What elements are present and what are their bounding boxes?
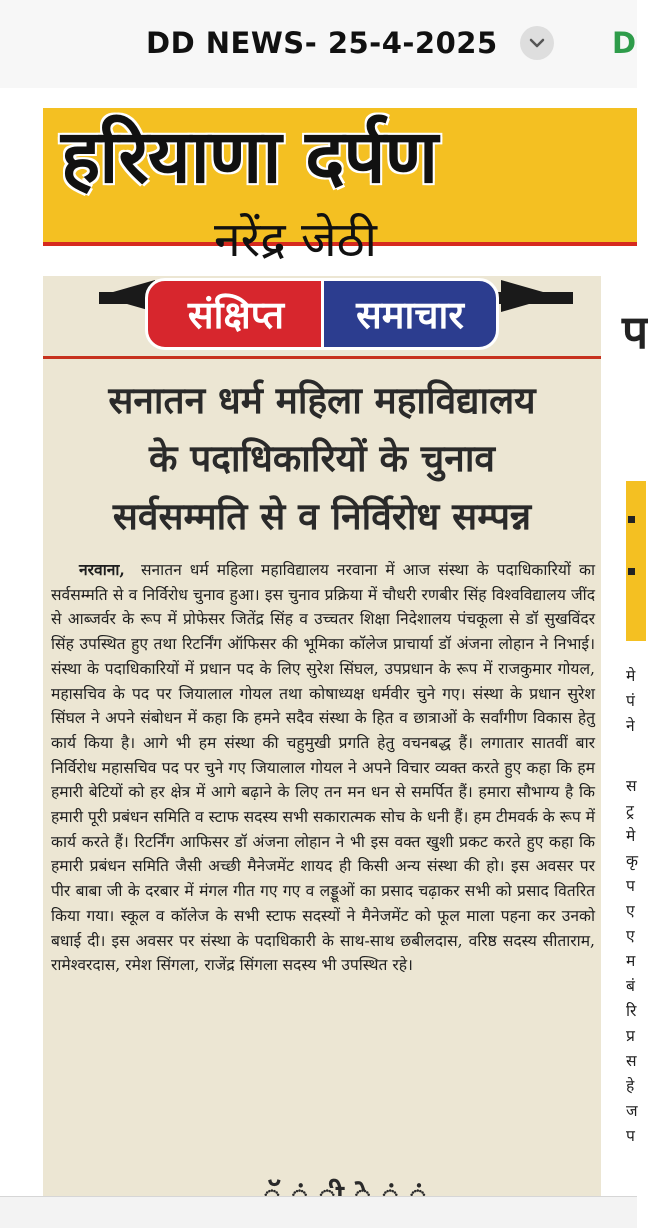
article-text: सनातन धर्म महिला महाविद्यालय नरवाना में आज संस्था के पदाधिकारियों का सर्वसम्मति से व निर्विरोध चुनाव हुआ। इस चुनाव प्रक्रिया में चौधरी रणबीर सिंह विश्वविद्यालय जींद से आब्जर्वर के रूप में प्रोफेसर जितेंद्र सिंह व उच्चतर शिक्षा निदेशालय पंचकूला से डॉ सुखविंदर सिंह उपस्थित हुए तथा रिटर्निंग ऑफिसर की भूमिका कॉलेज प्राचार्या डॉ अंजना लोहान ने निभाई। संस्था के पदाधिकारियों में प्रधान पद के लिए सुरेश सिंघल, उपप्रधान के रूप में राजकुमार गोयल, महासचिव के पद पर जियालाल गोयल तथा कोषाध्यक्ष धर्मवीर चुने गए। संस्था के प्रधान सुरेश सिंघल ने अपने संबोधन में कहा कि हमने सदैव संस्था के हित व छात्राओं के सर्वांगीण विकास हेतु कार्य किया है। आगे भी हम संस्था की चहुमुखी प्रगति हेतु वचनबद्ध हैं। लगातार सातवीं बार निर्विरोध महासचिव पद पर चुने गए जियालाल गोयल ने अपने विचार व्यक्त करते हुए कहा कि हम हमारी बेटियों को हर क्षेत्र में आगे बढ़ाने के लिए तन मन धन से समर्पित हैं। हमारा सौभाग्य है कि हमारी पूरी प्रबंधन समिति व स्टाफ सदस्य सभी सकारात्मक सोच के धनी हैं। हम टीमवर्क के रूप में कार्य करते हैं। रिटर्निंग आफिसर डॉ अंजना लोहान ने भी इस वक्त खुशी प्रकट करते हुए कहा कि हमारी प्रबंधन समिति जैसी अच्छी मैनेजमेंट शायद ही किसी अन्य संस्था की हो। इस अवसर पर पीर बाबा जी के दरबार में मंगल गीत गए गए व लड्डूओं का प्रसाद चढ़ाकर सभी को प्रसाद वितरित किया गया। स्कूल व कॉलेज के सभी स्टाफ सदस्यों ने मैनेजमेंट को फूल माला पहना कर उनको बधाई दी। इस अवसर पर संस्था के पदाधिकारी के साथ-साथ छबीलदास, वरिष्ठ सदस्य सीताराम, रामेश्वरदास, रमेश सिंगला, राजेंद्र सिंगला सदस्य भी उपस्थित रहे। [51,561,595,975]
adjacent-fragment: ट्र [626,802,634,820]
headline-line: सनातन धर्म महिला महाविद्यालय [108,379,536,422]
adjacent-fragment: प [626,877,635,895]
bullet-icon [628,568,635,575]
adjacent-fragment: बं [626,977,635,995]
viewer-title-bar [0,0,637,89]
adjacent-fragment: हे [626,1077,635,1095]
adjacent-fragment: कृ [626,852,638,870]
bottom-toolbar-edge [0,1196,637,1228]
adjacent-headline-glyph: प [622,305,648,359]
ribbon-right [501,280,557,312]
adjacent-fragment: मे [626,667,636,685]
adjacent-column [604,276,648,1196]
adjacent-fragment: ए [626,902,635,920]
newspaper-clipping [0,88,648,1196]
article-dateline: नरवाना, [79,560,125,579]
adjacent-fragment: म [626,952,636,970]
next-headline-cutoff [263,1180,563,1196]
chevron-down-icon [529,36,545,50]
section-label-right: समाचार [321,278,499,350]
headline-line: सर्वसम्मति से व निर्विरोध सम्पन्न [112,495,532,538]
adjacent-fragment: रि [626,1002,637,1020]
adjacent-fragment: ने [626,717,635,735]
document-title[interactable]: DD NEWS- 25-4-2025 [146,26,498,60]
masthead-name: हरियाणा दर्पण [61,114,438,200]
title-menu-button[interactable] [520,26,554,60]
done-button-partial[interactable]: D [612,26,637,60]
headline-line: के पदाधिकारियों के चुनाव [148,437,495,480]
handwritten-byline: नरेंद्र जेठी [214,212,377,268]
adjacent-fragment: स [626,1052,637,1070]
column-rule [43,356,601,359]
article-headline [43,372,601,546]
article-body [51,558,595,978]
section-label-left: संक्षिप्त [145,278,327,350]
adjacent-fragment: ज [626,1102,638,1120]
adjacent-fragment: पं [626,692,635,710]
adjacent-fragment: प्र [626,1027,635,1045]
adjacent-fragment: स [626,777,637,795]
adjacent-fragment: प [626,1127,635,1145]
article-column [43,276,601,1196]
adjacent-fragment: मे [626,827,636,845]
bullet-icon [628,516,635,523]
adjacent-yellow-box [626,481,646,641]
adjacent-fragment: ए [626,927,635,945]
